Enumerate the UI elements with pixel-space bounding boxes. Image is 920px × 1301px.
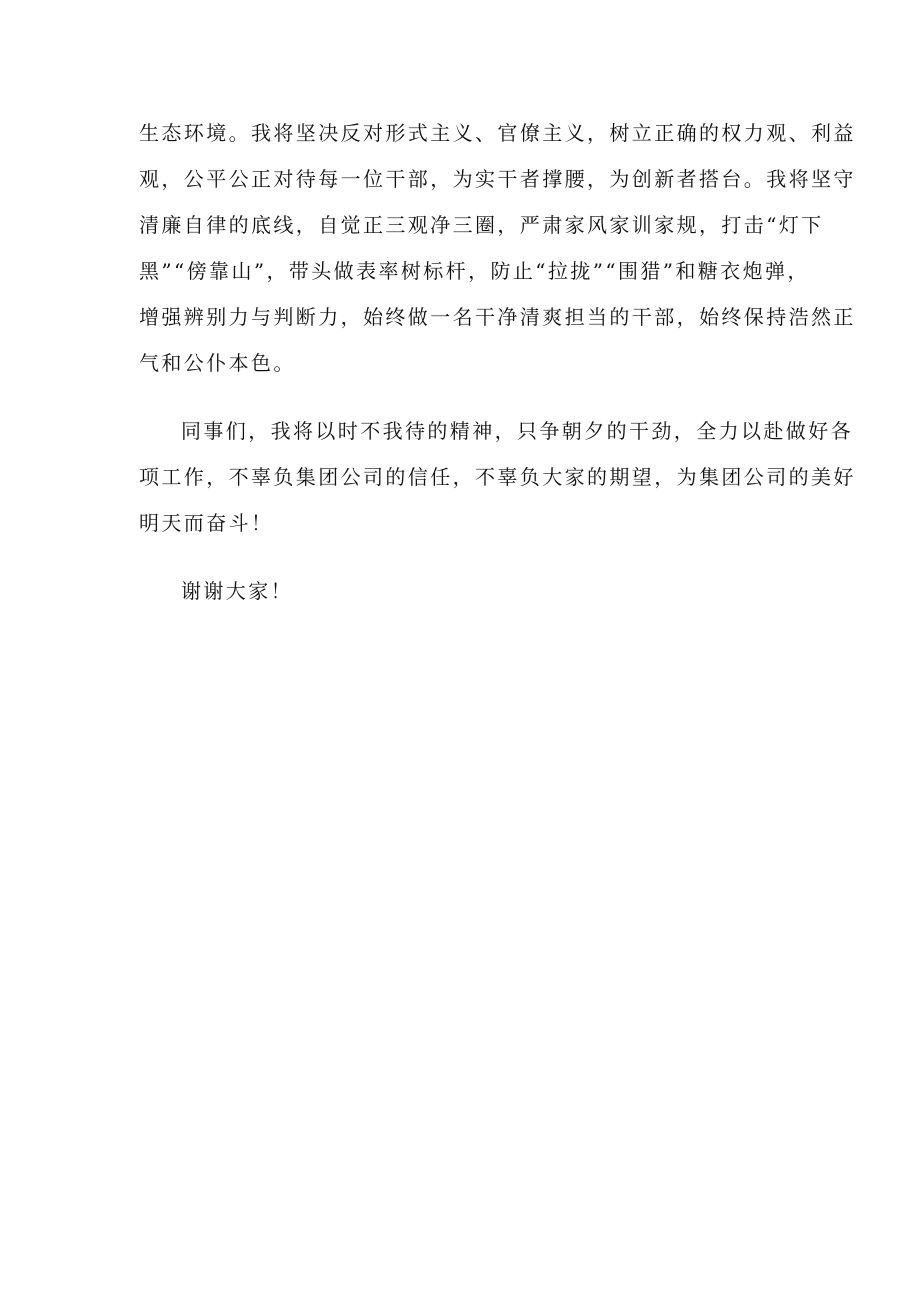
paragraph-1: [139, 110, 856, 386]
paragraph-1-line-1: 生态环境。我将坚决反对形式主义、官僚主义，树立正确的权力观、利益: [139, 121, 856, 145]
paragraph-1-line-2: 观，公平公正对待每一位干部，为实干者撑腰，为创新者搭台。我将坚守: [139, 167, 856, 191]
paragraph-2-line-3: 明天而奋斗！: [139, 511, 274, 535]
paragraph-1-line-4: 黑”“傍靠山”，带头做表率树标杆，防止“拉拢”“围猎”和糖衣炮弹，: [139, 259, 810, 283]
closing-paragraph: [139, 568, 799, 614]
closing-line: 谢谢大家！: [181, 579, 293, 603]
paragraph-1-line-5: 增强辨别力与判断力，始终做一名干净清爽担当的干部，始终保持浩然正: [139, 305, 856, 329]
paragraph-1-line-3: 清廉自律的底线，自觉正三观净三圈，严肃家风家训家规，打击“灯下: [139, 213, 824, 237]
document-body: [139, 110, 856, 614]
paragraph-2-line-1: 同事们，我将以时不我待的精神，只争朝夕的干劲，全力以赴做好各: [181, 419, 853, 443]
paragraph-1-line-6: 气和公仆本色。: [139, 351, 296, 375]
paragraph-2-line-2: 项工作，不辜负集团公司的信任，不辜负大家的期望，为集团公司的美好: [139, 465, 856, 489]
paragraph-2: [139, 408, 856, 546]
